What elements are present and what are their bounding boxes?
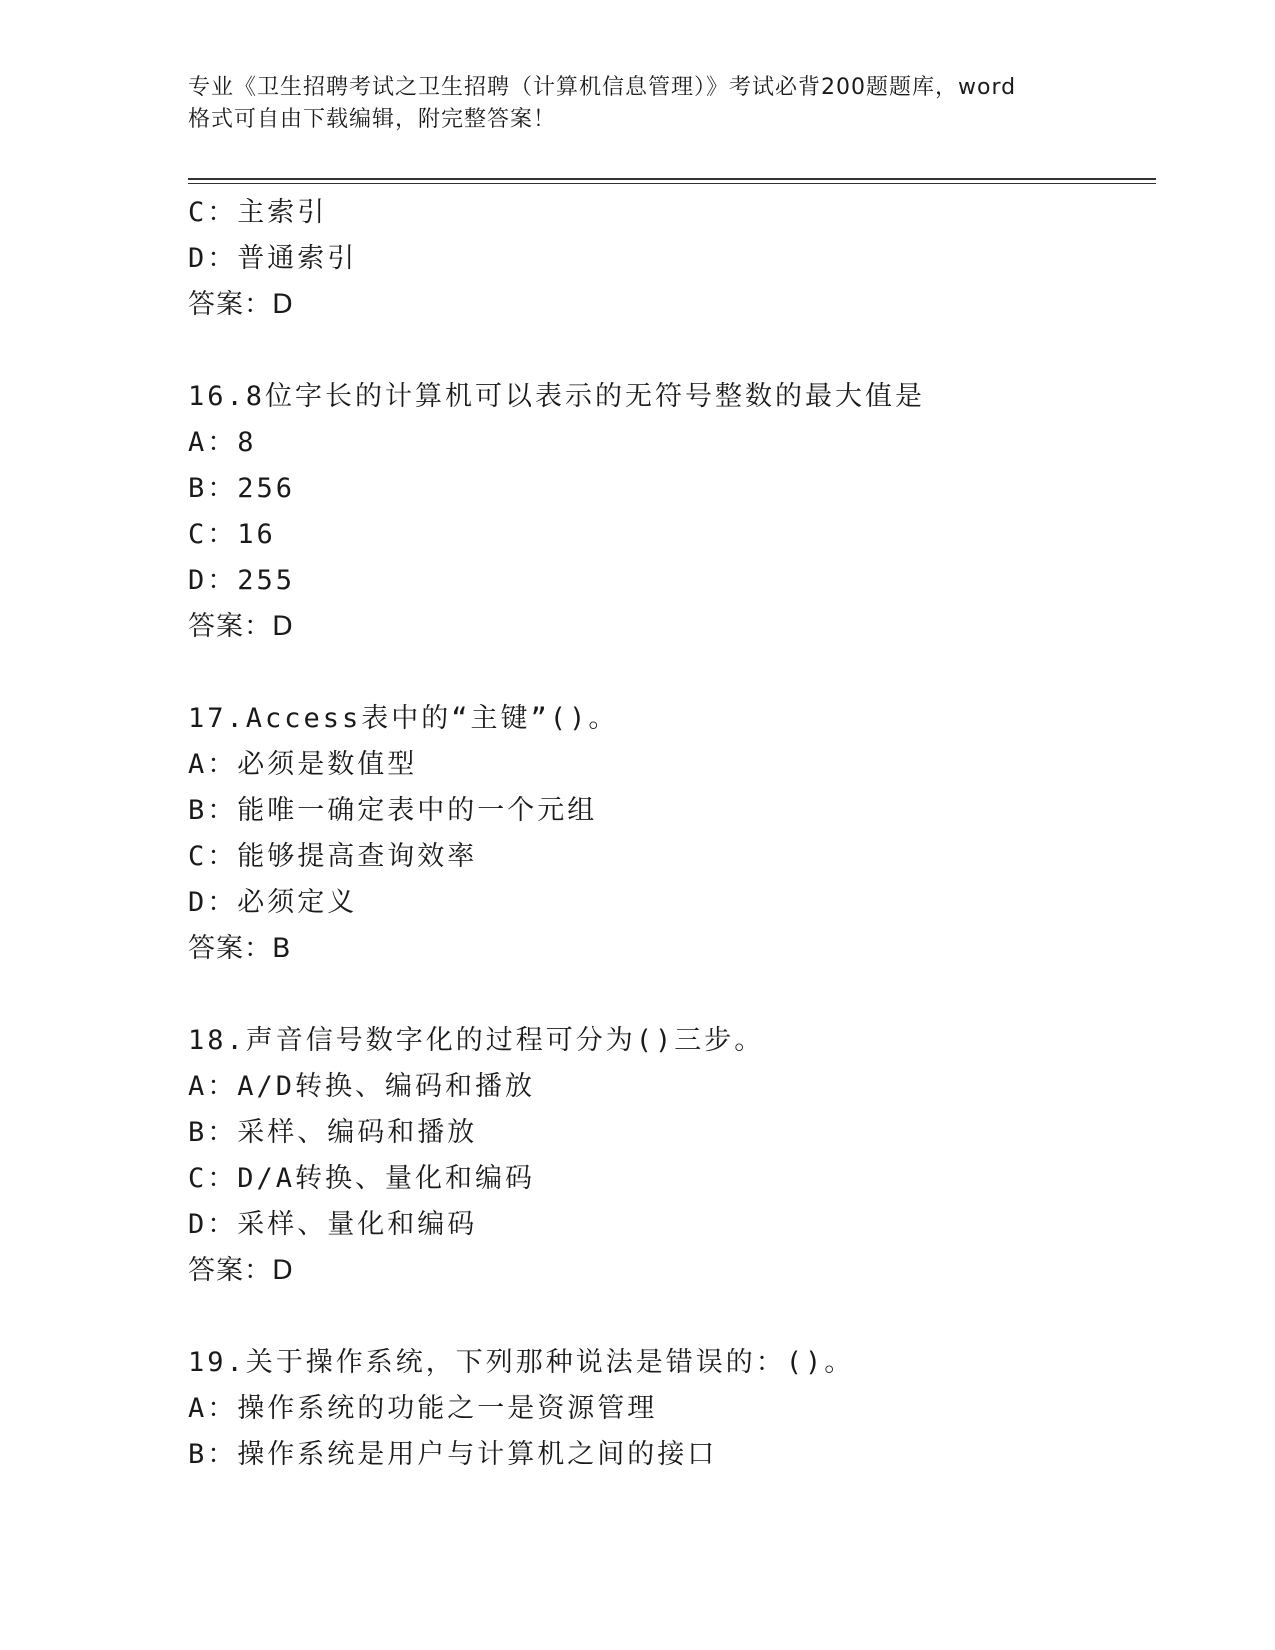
option-d: D：必须定义 <box>188 887 358 918</box>
option-c: C：能够提高查询效率 <box>188 841 478 872</box>
option-a: A：必须是数值型 <box>188 749 418 780</box>
option-c: C：D/A转换、量化和编码 <box>188 1163 536 1194</box>
question-16 <box>188 374 1148 650</box>
option-c: C：16 <box>188 519 276 550</box>
answer-line: 答案：D <box>188 1255 294 1286</box>
option-a: A：操作系统的功能之一是资源管理 <box>188 1393 658 1424</box>
option-b: B：操作系统是用户与计算机之间的接口 <box>188 1439 718 1470</box>
answer-line: 答案：D <box>188 611 294 642</box>
header-line-2: 格式可自由下载编辑，附完整答案！ <box>188 107 557 132</box>
header-line-1: 专业《卫生招聘考试之卫生招聘（计算机信息管理）》考试必背200题题库，word <box>188 75 1017 100</box>
option-c: C：主索引 <box>188 197 328 228</box>
question-18 <box>188 1018 1148 1294</box>
option-d: D：普通索引 <box>188 243 358 274</box>
option-b: B：能唯一确定表中的一个元组 <box>188 795 598 826</box>
question-17 <box>188 696 1148 972</box>
question-19 <box>188 1340 1148 1478</box>
question-list <box>188 190 1148 1478</box>
option-a: A：A/D转换、编码和播放 <box>188 1071 536 1102</box>
question-stem: 17.Access表中的“主键”()。 <box>188 703 619 734</box>
option-d: D：255 <box>188 565 296 596</box>
document-header <box>188 72 1088 136</box>
option-a: A：8 <box>188 427 257 458</box>
header-divider-thick <box>188 178 1156 180</box>
question-15 <box>188 190 1148 328</box>
option-b: B：256 <box>188 473 296 504</box>
option-b: B：采样、编码和播放 <box>188 1117 478 1148</box>
question-stem: 16.8位字长的计算机可以表示的无符号整数的最大值是 <box>188 381 926 412</box>
question-stem: 19.关于操作系统，下列那种说法是错误的：()。 <box>188 1347 855 1378</box>
question-stem: 18.声音信号数字化的过程可分为()三步。 <box>188 1025 765 1056</box>
answer-line: 答案：D <box>188 289 294 320</box>
option-d: D：采样、量化和编码 <box>188 1209 478 1240</box>
answer-line: 答案：B <box>188 933 292 964</box>
header-divider-thin <box>188 183 1156 184</box>
